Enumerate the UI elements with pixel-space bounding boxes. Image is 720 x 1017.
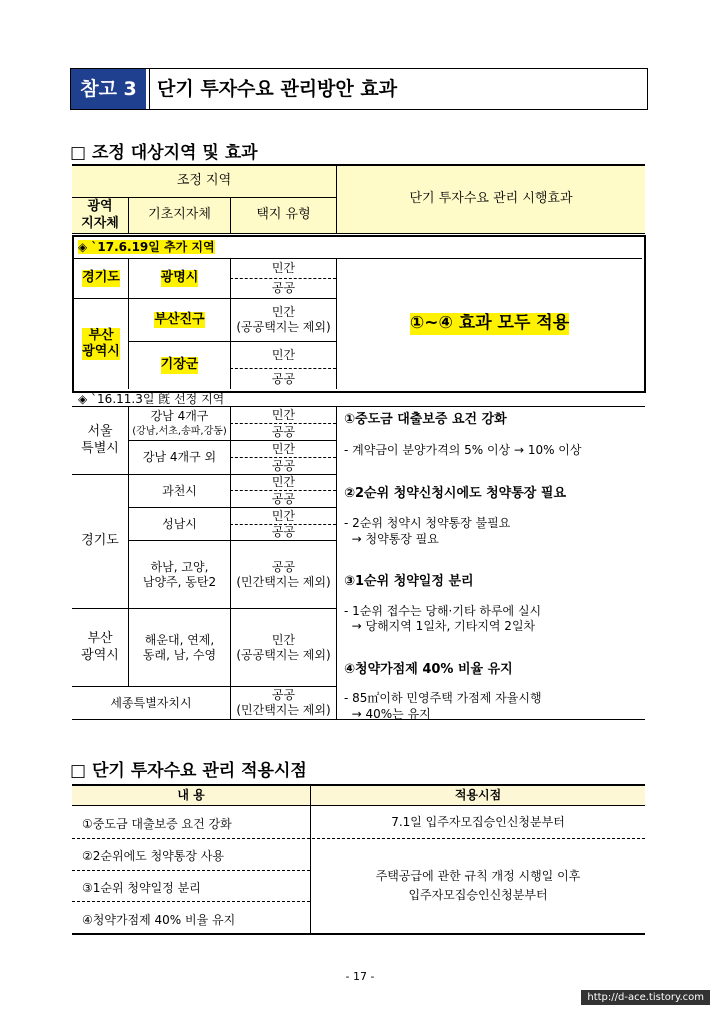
added-label bbox=[78, 238, 215, 255]
type-private-excl: 민간 (공공택지는 제외) bbox=[236, 632, 331, 662]
type-public-excl: 공공 (민간택지는 제외) bbox=[236, 688, 331, 717]
rule bbox=[336, 406, 337, 719]
type-public: 공공 bbox=[271, 458, 296, 473]
type-public: 공공 bbox=[271, 371, 296, 386]
rule bbox=[72, 933, 645, 935]
type-public: 공공 bbox=[271, 281, 296, 295]
type-public: 공공 bbox=[271, 424, 296, 439]
reference-tag: 참고 3 bbox=[71, 69, 146, 109]
title-box bbox=[70, 68, 648, 110]
type-private: 민간 bbox=[271, 441, 296, 456]
busan-existing: 부산 광역시 bbox=[81, 631, 119, 663]
header-basic: 기초지자체 bbox=[148, 207, 211, 223]
busan-group: 해운대, 연제, 동래, 남, 수영 bbox=[142, 632, 217, 662]
title-divider bbox=[149, 69, 150, 109]
effect-4-title: ④청약가점제 40% 비율 유지 bbox=[344, 662, 513, 677]
seoul: 서울 특별시 bbox=[81, 424, 119, 456]
gangnam-other: 강남 4개구 외 bbox=[142, 450, 217, 464]
gwangmyeong: 광명시 bbox=[160, 270, 199, 286]
effect-2-title: ②2순위 청약신청시에도 청약통장 필요 bbox=[344, 486, 567, 501]
type-private: 민간 bbox=[271, 508, 296, 523]
header-type: 택지 유형 bbox=[256, 207, 311, 223]
header-content: 내 용 bbox=[177, 788, 205, 802]
effect-3-title: ③1순위 청약일정 분리 bbox=[344, 574, 474, 589]
effect-4-desc2: → 40%는 유지 bbox=[344, 707, 431, 721]
time-1: 7.1일 입주자모집승인신청분부터 bbox=[391, 814, 565, 829]
type-public: 공공 bbox=[271, 525, 296, 539]
effect-1-title: ①중도금 대출보증 요건 강화 bbox=[344, 412, 507, 427]
header-metro: 광역 지자체 bbox=[81, 199, 119, 231]
header-effect: 단기 투자수요 관리 시행효과 bbox=[409, 191, 573, 207]
busanjin: 부산진구 bbox=[154, 311, 205, 327]
timing-row-1: ①중도금 대출보증 요건 강화 bbox=[82, 817, 232, 831]
hanam-group: 하남, 고양, 남양주, 동탄2 bbox=[142, 559, 217, 589]
type-public-excl: 공공 (민간택지는 제외) bbox=[236, 559, 331, 589]
dash-rule bbox=[72, 901, 310, 902]
gyeonggi-existing: 경기도 bbox=[81, 533, 119, 549]
gwacheon: 과천시 bbox=[162, 483, 197, 498]
time-2: 주택공급에 관한 규칙 개정 시행일 이후 입주자모집승인신청분부터 bbox=[375, 868, 581, 902]
effect-4-desc: - 85㎡이하 민영주택 가점제 자율시행 bbox=[344, 691, 542, 705]
section2-title: □ 단기 투자수요 관리 적용시점 bbox=[70, 761, 307, 781]
timing-row-2: ②2순위에도 청약통장 사용 bbox=[82, 849, 224, 863]
type-private: 민간 bbox=[271, 407, 296, 422]
effect-2-desc2: → 청약통장 필요 bbox=[344, 532, 439, 546]
type-private: 민간 bbox=[271, 475, 296, 489]
page-title: 단기 투자수요 관리방안 효과 bbox=[157, 78, 398, 100]
header-region: 조정 지역 bbox=[176, 173, 232, 189]
dash-rule bbox=[72, 870, 310, 871]
gangnam4-sub: (강남,서초,송파,강동) bbox=[132, 425, 227, 437]
busan-added: 부산 광역시 bbox=[82, 327, 120, 359]
type-public: 공공 bbox=[271, 491, 296, 506]
type-private-excl: 민간 (공공택지는 제외) bbox=[236, 305, 331, 334]
effect-1-desc: - 계약금이 분양가격의 5% 이상 → 10% 이상 bbox=[344, 443, 582, 457]
effect-3-desc2: → 당해지역 1일차, 기타지역 2일차 bbox=[344, 619, 536, 633]
timing-row-3: ③1순위 청약일정 분리 bbox=[82, 881, 201, 895]
page-number: - 17 - bbox=[345, 970, 375, 983]
sejong: 세종특별자치시 bbox=[110, 695, 192, 710]
type-private: 민간 bbox=[271, 347, 296, 362]
gijang: 기장군 bbox=[160, 357, 199, 373]
effect-2-desc: - 2순위 청약시 청약통장 불필요 bbox=[344, 516, 511, 530]
type-private: 민간 bbox=[271, 261, 296, 275]
gyeonggi-added: 경기도 bbox=[82, 270, 120, 286]
timing-row-4: ④청약가점제 40% 비율 유지 bbox=[82, 913, 236, 927]
effect-3-desc: - 1순위 접수는 당해·기타 하루에 실시 bbox=[344, 604, 542, 618]
gangnam4: 강남 4개구 bbox=[150, 408, 209, 423]
added-label-text: ◈ `17.6.19일 추가 지역 bbox=[78, 240, 215, 254]
rule bbox=[72, 233, 645, 234]
existing-label: ◈ `16.11.3일 旣 선정 지역 bbox=[78, 392, 225, 406]
header-time: 적용시점 bbox=[454, 788, 502, 802]
watermark: http://d-ace.tistory.com bbox=[581, 990, 710, 1005]
effect-all: ①~④ 효과 모두 적용 bbox=[409, 313, 570, 334]
seongnam: 성남시 bbox=[162, 516, 197, 531]
section1-title: □ 조정 대상지역 및 효과 bbox=[70, 143, 258, 163]
